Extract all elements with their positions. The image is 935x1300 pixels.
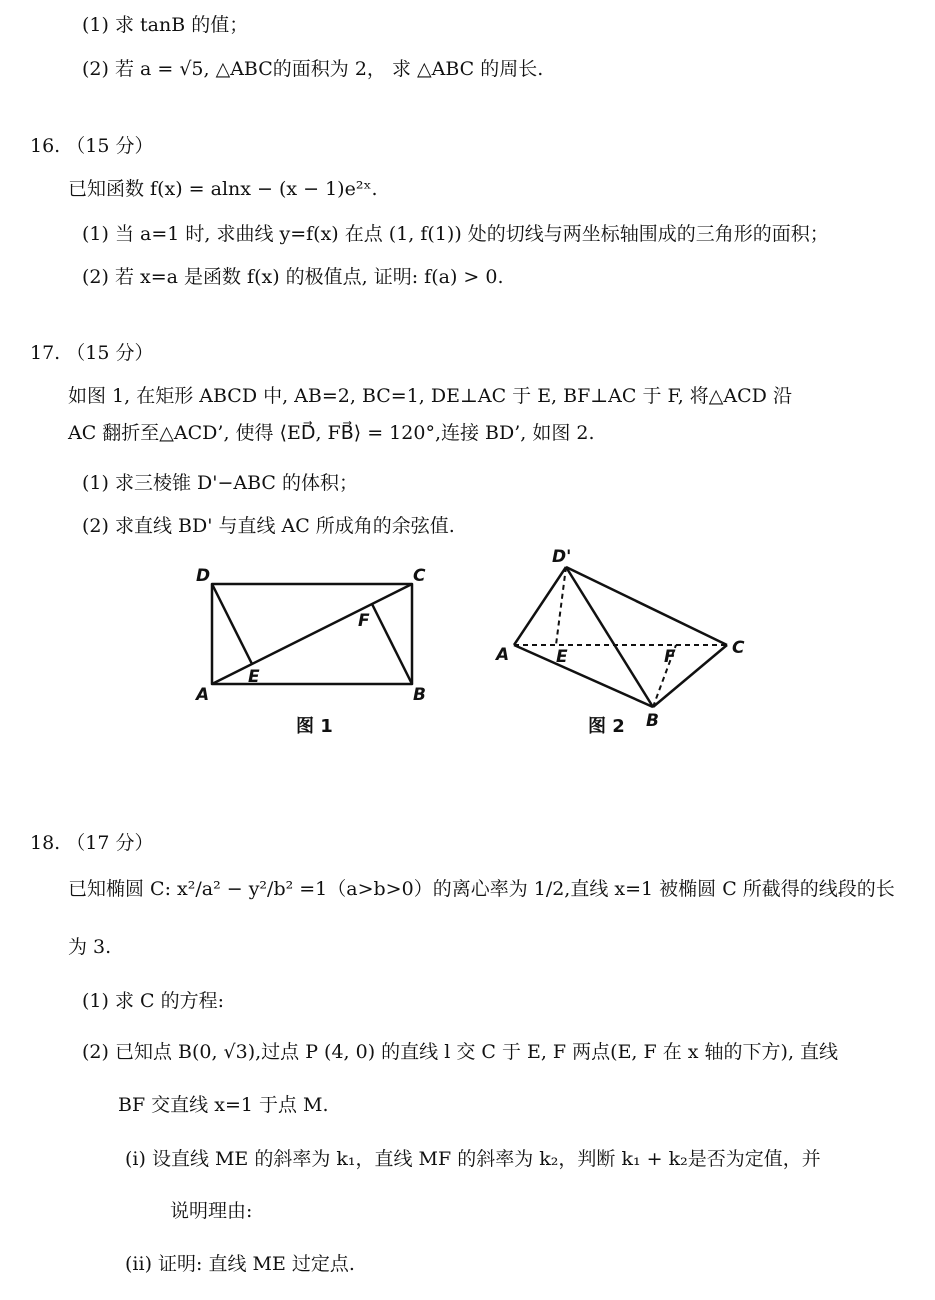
figure-2-pyramid [490,540,760,735]
label-f: F [664,647,676,667]
label-f: F [358,611,370,631]
label-e: E [556,647,568,667]
label-a: A [196,685,210,705]
q17-stem-line2: AC 翻折至△ACD’, 使得 ⟨ED⃗, FB⃗⟩ = 120°,连接 BD’, 如图 2. [68,422,595,444]
segment-bf [372,604,412,684]
label-b: B [646,711,659,731]
figure-2-caption: 图 2 [588,716,625,737]
label-c: C [732,638,745,658]
label-d-prime: D' [552,547,572,567]
diagonal-ac [212,584,412,684]
label-b: B [413,685,426,705]
q18-stem-line2: 为 3. [68,936,112,958]
label-e: E [248,667,260,687]
q18-part2-line1: (2) 已知点 B(0, √3),过点 P (4, 0) 的直线 l 交 C 于 E, F 两点(E, F 在 x 轴的下方), 直线 [82,1041,839,1063]
segment-de [212,584,252,664]
q16-part1: (1) 当 a=1 时, 求曲线 y=f(x) 在点 (1, f(1)) 处的切线与两坐标轴围成的三角形的面积； [82,223,829,245]
label-a: A [496,645,510,665]
q18-sub-i-line1: (i) 设直线 ME 的斜率为 k₁，直线 MF 的斜率为 k₂，判断 k₁ + k₂是否为定值，并 [125,1148,821,1170]
q17-part2: (2) 求直线 BD' 与直线 AC 所成角的余弦值. [82,515,455,537]
q18-sub-ii: (ii) 证明: 直线 ME 过定点. [125,1253,355,1275]
q15-part2: (2) 若 a = √5, △ABC的面积为 2， 求 △ABC 的周长. [82,58,544,80]
q16-header: 16. （15 分） [30,135,154,157]
q18-sub-i-line2: 说明理由: [170,1200,253,1222]
q15-part1: (1) 求 tanB 的值； [82,14,249,36]
edge-ab [514,645,653,707]
q16-part2: (2) 若 x=a 是函数 f(x) 的极值点, 证明: f(a) > 0. [82,266,504,288]
q18-stem-line1: 已知椭圆 C: x²/a² − y²/b² =1（a>b>0）的离心率为 1/2,直线 x=1 被椭圆 C 所截得的线段的长 [68,878,895,900]
q18-part2-line2: BF 交直线 x=1 于点 M. [118,1094,329,1116]
q17-stem-line1: 如图 1, 在矩形 ABCD 中, AB=2, BC=1, DE⊥AC 于 E, BF⊥AC 于 F, 将△ACD 沿 [68,385,792,407]
q18-header: 18. （17 分） [30,832,154,854]
label-c: C [413,566,426,586]
figure-1-rectangle [190,560,440,710]
q18-part1: (1) 求 C 的方程: [82,990,224,1012]
q17-header: 17. （15 分） [30,342,154,364]
q16-stem: 已知函数 f(x) = alnx − (x − 1)e²ˣ. [68,178,378,200]
label-d: D [196,566,211,586]
q17-part1: (1) 求三棱锥 D'−ABC 的体积； [82,472,358,494]
figure-1-caption: 图 1 [296,716,333,737]
